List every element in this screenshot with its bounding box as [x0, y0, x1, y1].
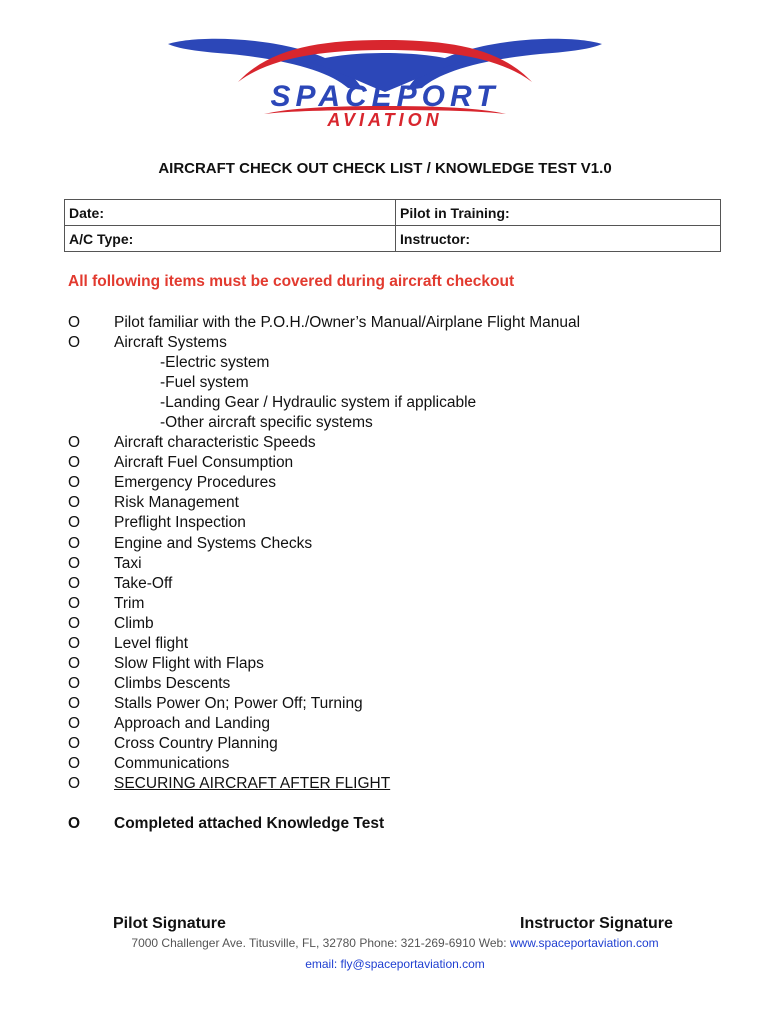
- checklist-item-label: Stalls Power On; Power Off; Turning: [114, 694, 363, 712]
- checklist-item-label: Aircraft Fuel Consumption: [114, 454, 294, 472]
- checklist-item[interactable]: [68, 654, 708, 674]
- checklist-item[interactable]: [68, 333, 708, 353]
- footer-address-line: [0, 936, 770, 950]
- checkbox-marker[interactable]: O: [68, 474, 81, 492]
- info-row: [65, 200, 721, 226]
- checklist-item[interactable]: [68, 714, 708, 734]
- checkbox-marker[interactable]: O: [68, 815, 81, 832]
- checklist-item[interactable]: [68, 574, 708, 594]
- footer-email-label: email:: [305, 957, 341, 971]
- info-table: [64, 199, 721, 252]
- checklist-item-label: Emergency Procedures: [114, 474, 276, 492]
- checklist-item-label: Climbs Descents: [114, 674, 231, 692]
- knowledge-test-item[interactable]: [68, 814, 568, 834]
- checklist-item-label: Trim: [114, 594, 145, 612]
- checklist-item[interactable]: [68, 694, 708, 714]
- checkbox-marker[interactable]: O: [68, 454, 81, 472]
- checklist-item-label: Level flight: [114, 634, 189, 652]
- checklist-subitem: [68, 373, 708, 393]
- checklist-item[interactable]: [68, 534, 708, 554]
- logo-wordmark: SPACEPORT: [270, 80, 500, 113]
- checklist-subitem: [68, 393, 708, 413]
- checklist-item-label: Preflight Inspection: [114, 514, 246, 532]
- checkbox-marker[interactable]: O: [68, 775, 81, 793]
- footer-email-link[interactable]: fly@spaceportaviation.com: [340, 957, 485, 971]
- checkbox-marker[interactable]: O: [68, 534, 81, 552]
- checklist-subitem-label: -Other aircraft specific systems: [160, 414, 373, 432]
- pilot-in-training-field[interactable]: Pilot in Training:: [396, 200, 721, 226]
- checkbox-marker[interactable]: O: [68, 574, 81, 592]
- checkbox-marker[interactable]: O: [68, 594, 81, 612]
- checkout-notice: All following items must be covered during aircraft checkout: [68, 273, 515, 290]
- checklist-item-label: Engine and Systems Checks: [114, 534, 313, 552]
- checklist: [68, 313, 708, 794]
- checklist-item[interactable]: [68, 473, 708, 493]
- ac-type-field[interactable]: A/C Type:: [65, 226, 396, 252]
- checklist-item[interactable]: [68, 453, 708, 473]
- logo-subwordmark: AVIATION: [327, 110, 443, 130]
- checkbox-marker[interactable]: O: [68, 714, 81, 732]
- checkbox-marker[interactable]: O: [68, 514, 81, 532]
- spaceport-aviation-logo: [160, 20, 610, 132]
- checklist-item-label: Climb: [114, 614, 154, 632]
- checklist-item[interactable]: [68, 313, 708, 333]
- footer-web-link[interactable]: www.spaceportaviation.com: [509, 936, 659, 950]
- checklist-item[interactable]: [68, 754, 708, 774]
- checkbox-marker[interactable]: O: [68, 634, 81, 652]
- checklist-item[interactable]: [68, 554, 708, 574]
- checkbox-marker[interactable]: O: [68, 755, 81, 773]
- checklist-item-label: Approach and Landing: [114, 714, 270, 732]
- checklist-item[interactable]: [68, 734, 708, 754]
- checkbox-marker[interactable]: O: [68, 674, 81, 692]
- checkbox-marker[interactable]: O: [68, 434, 81, 452]
- checklist-item-label: Aircraft characteristic Speeds: [114, 434, 316, 452]
- checklist-item-label: Communications: [114, 755, 230, 773]
- checklist-item-label: Cross Country Planning: [114, 734, 278, 752]
- checklist-item[interactable]: [68, 774, 708, 794]
- checkbox-marker[interactable]: O: [68, 334, 81, 352]
- checklist-subitem-label: -Electric system: [160, 354, 270, 372]
- checkbox-marker[interactable]: O: [68, 614, 81, 632]
- checklist-subitem-label: -Fuel system: [160, 374, 249, 392]
- checklist-item[interactable]: [68, 614, 708, 634]
- checklist-item[interactable]: [68, 493, 708, 513]
- checkbox-marker[interactable]: O: [68, 694, 81, 712]
- checklist-item-label: Risk Management: [114, 494, 239, 512]
- page-title: AIRCRAFT CHECK OUT CHECK LIST / KNOWLEDGE TEST V1.0: [158, 160, 612, 177]
- checklist-item-label: Take-Off: [114, 574, 173, 592]
- date-field[interactable]: Date:: [65, 200, 396, 226]
- checklist-item-label: Slow Flight with Flaps: [114, 654, 264, 672]
- info-row: [65, 226, 721, 252]
- footer-address: 7000 Challenger Ave. Titusville, FL, 32780 Phone: 321-269-6910 Web:: [131, 936, 510, 950]
- checklist-item-label: Aircraft Systems: [114, 334, 227, 352]
- checklist-item[interactable]: [68, 433, 708, 453]
- checklist-item-label: Taxi: [114, 554, 142, 572]
- checklist-item[interactable]: [68, 674, 708, 694]
- footer-email-line: [0, 957, 770, 971]
- checkbox-marker[interactable]: O: [68, 494, 81, 512]
- checkbox-marker[interactable]: O: [68, 734, 81, 752]
- checklist-item[interactable]: [68, 513, 708, 533]
- checkbox-marker[interactable]: O: [68, 314, 81, 331]
- checklist-subitem-label: -Landing Gear / Hydraulic system if applicable: [160, 394, 477, 412]
- checklist-subitem: [68, 413, 708, 433]
- instructor-field[interactable]: Instructor:: [396, 226, 721, 252]
- checkbox-marker[interactable]: O: [68, 654, 81, 672]
- knowledge-test-label: Completed attached Knowledge Test: [114, 815, 385, 832]
- checklist-item-label: Pilot familiar with the P.O.H./Owner’s Manual/Airplane Flight Manual: [114, 314, 581, 331]
- instructor-signature-label: Instructor Signature: [520, 915, 673, 932]
- pilot-signature-label: Pilot Signature: [113, 915, 226, 932]
- checklist-item[interactable]: [68, 594, 708, 614]
- checklist-item-label: SECURING AIRCRAFT AFTER FLIGHT: [114, 775, 391, 793]
- checklist-subitem: [68, 353, 708, 373]
- checkbox-marker[interactable]: O: [68, 554, 81, 572]
- checklist-item[interactable]: [68, 634, 708, 654]
